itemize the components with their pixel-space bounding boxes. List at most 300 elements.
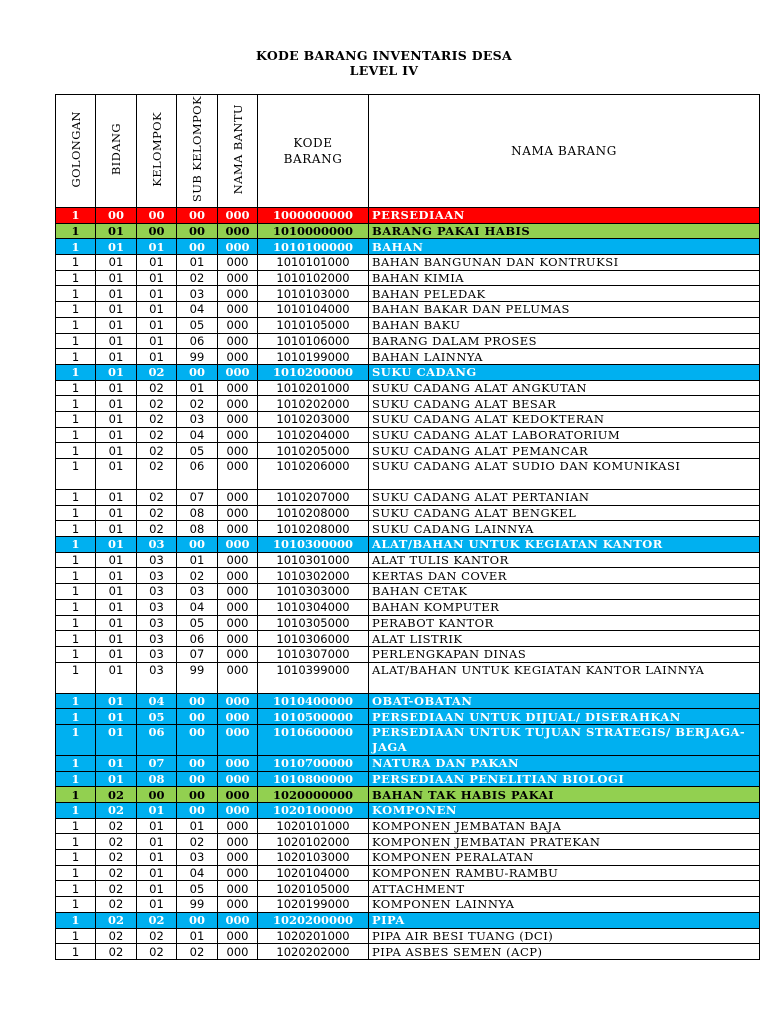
cell-bidang: 01 bbox=[96, 364, 137, 380]
cell-nama-barang: PERSEDIAAN UNTUK DIJUAL/ DISERAHKAN bbox=[369, 709, 760, 725]
cell-golongan: 1 bbox=[56, 411, 96, 427]
cell-sub-kelompok: 05 bbox=[177, 317, 218, 333]
cell-nama-barang: BAHAN CETAK bbox=[369, 584, 760, 600]
table-row bbox=[56, 693, 760, 709]
cell-sub-kelompok: 99 bbox=[177, 349, 218, 365]
cell-kelompok: 01 bbox=[137, 865, 177, 881]
cell-nama-bantu: 000 bbox=[218, 771, 258, 787]
cell-kelompok: 06 bbox=[137, 724, 177, 755]
cell-nama-barang: ALAT LISTRIK bbox=[369, 631, 760, 647]
cell-golongan: 1 bbox=[56, 755, 96, 771]
table-row bbox=[56, 865, 760, 881]
cell-nama-barang: BAHAN PELEDAK bbox=[369, 286, 760, 302]
cell-kelompok: 03 bbox=[137, 615, 177, 631]
cell-golongan: 1 bbox=[56, 490, 96, 506]
cell-kode-barang: 1020202000 bbox=[258, 944, 369, 960]
cell-kode-barang: 1010199000 bbox=[258, 349, 369, 365]
cell-nama-bantu: 000 bbox=[218, 380, 258, 396]
cell-golongan: 1 bbox=[56, 928, 96, 944]
cell-nama-barang: KERTAS DAN COVER bbox=[369, 568, 760, 584]
cell-sub-kelompok: 00 bbox=[177, 208, 218, 224]
cell-nama-barang: SUKU CADANG ALAT KEDOKTERAN bbox=[369, 411, 760, 427]
cell-kode-barang: 1010208000 bbox=[258, 505, 369, 521]
cell-kode-barang: 1010500000 bbox=[258, 709, 369, 725]
cell-nama-barang: SUKU CADANG ALAT PEMANCAR bbox=[369, 443, 760, 459]
cell-nama-barang: PIPA ASBES SEMEN (ACP) bbox=[369, 944, 760, 960]
cell-kelompok: 03 bbox=[137, 568, 177, 584]
cell-golongan: 1 bbox=[56, 834, 96, 850]
cell-kelompok: 03 bbox=[137, 584, 177, 600]
cell-bidang: 01 bbox=[96, 599, 137, 615]
cell-bidang: 02 bbox=[96, 912, 137, 928]
cell-golongan: 1 bbox=[56, 349, 96, 365]
cell-bidang: 01 bbox=[96, 693, 137, 709]
table-row bbox=[56, 584, 760, 600]
cell-kode-barang: 1010208000 bbox=[258, 521, 369, 537]
cell-nama-bantu: 000 bbox=[218, 834, 258, 850]
cell-nama-bantu: 000 bbox=[218, 724, 258, 755]
cell-sub-kelompok: 03 bbox=[177, 286, 218, 302]
cell-sub-kelompok: 03 bbox=[177, 584, 218, 600]
cell-golongan: 1 bbox=[56, 631, 96, 647]
table-row bbox=[56, 333, 760, 349]
table-row bbox=[56, 787, 760, 803]
cell-bidang: 01 bbox=[96, 427, 137, 443]
cell-golongan: 1 bbox=[56, 787, 96, 803]
cell-nama-barang: BARANG PAKAI HABIS bbox=[369, 223, 760, 239]
cell-kelompok: 02 bbox=[137, 490, 177, 506]
header-sub-kelompok: SUB KELOMPOK bbox=[177, 95, 218, 208]
cell-nama-bantu: 000 bbox=[218, 427, 258, 443]
cell-nama-bantu: 000 bbox=[218, 928, 258, 944]
cell-kelompok: 05 bbox=[137, 709, 177, 725]
cell-bidang: 01 bbox=[96, 270, 137, 286]
cell-golongan: 1 bbox=[56, 286, 96, 302]
cell-sub-kelompok: 01 bbox=[177, 928, 218, 944]
cell-sub-kelompok: 05 bbox=[177, 443, 218, 459]
cell-nama-barang: KOMPONEN JEMBATAN PRATEKAN bbox=[369, 834, 760, 850]
cell-nama-bantu: 000 bbox=[218, 521, 258, 537]
cell-golongan: 1 bbox=[56, 646, 96, 662]
cell-sub-kelompok: 06 bbox=[177, 333, 218, 349]
cell-kode-barang: 1010100000 bbox=[258, 239, 369, 255]
cell-nama-bantu: 000 bbox=[218, 208, 258, 224]
cell-nama-barang: SUKU CADANG ALAT ANGKUTAN bbox=[369, 380, 760, 396]
cell-sub-kelompok: 02 bbox=[177, 834, 218, 850]
table-row bbox=[56, 944, 760, 960]
cell-nama-barang: PERSEDIAAN UNTUK TUJUAN STRATEGIS/ BERJAGA-JAGA bbox=[369, 724, 760, 755]
cell-kelompok: 03 bbox=[137, 537, 177, 553]
cell-bidang: 01 bbox=[96, 584, 137, 600]
cell-bidang: 01 bbox=[96, 709, 137, 725]
table-row bbox=[56, 223, 760, 239]
cell-bidang: 02 bbox=[96, 897, 137, 913]
cell-kode-barang: 1010207000 bbox=[258, 490, 369, 506]
cell-sub-kelompok: 08 bbox=[177, 505, 218, 521]
cell-golongan: 1 bbox=[56, 818, 96, 834]
cell-sub-kelompok: 01 bbox=[177, 380, 218, 396]
cell-sub-kelompok: 04 bbox=[177, 599, 218, 615]
cell-sub-kelompok: 04 bbox=[177, 865, 218, 881]
header-nama-bantu: NAMA BANTU bbox=[218, 95, 258, 208]
table-row bbox=[56, 850, 760, 866]
cell-bidang: 02 bbox=[96, 850, 137, 866]
cell-nama-bantu: 000 bbox=[218, 270, 258, 286]
cell-golongan: 1 bbox=[56, 897, 96, 913]
cell-nama-barang: PERSEDIAAN PENELITIAN BIOLOGI bbox=[369, 771, 760, 787]
cell-golongan: 1 bbox=[56, 912, 96, 928]
cell-nama-barang: KOMPONEN bbox=[369, 803, 760, 819]
cell-kode-barang: 1020103000 bbox=[258, 850, 369, 866]
cell-kode-barang: 1000000000 bbox=[258, 208, 369, 224]
cell-sub-kelompok: 03 bbox=[177, 850, 218, 866]
cell-sub-kelompok: 02 bbox=[177, 270, 218, 286]
cell-nama-barang: SUKU CADANG ALAT BENGKEL bbox=[369, 505, 760, 521]
cell-nama-barang: BAHAN TAK HABIS PAKAI bbox=[369, 787, 760, 803]
cell-kode-barang: 1010800000 bbox=[258, 771, 369, 787]
cell-nama-barang: SUKU CADANG LAINNYA bbox=[369, 521, 760, 537]
table-row bbox=[56, 928, 760, 944]
cell-kode-barang: 1010104000 bbox=[258, 302, 369, 318]
table-row bbox=[56, 302, 760, 318]
cell-bidang: 01 bbox=[96, 255, 137, 271]
cell-kode-barang: 1010305000 bbox=[258, 615, 369, 631]
cell-sub-kelompok: 04 bbox=[177, 302, 218, 318]
cell-bidang: 01 bbox=[96, 505, 137, 521]
cell-sub-kelompok: 08 bbox=[177, 521, 218, 537]
cell-nama-barang: ALAT/BAHAN UNTUK KEGIATAN KANTOR LAINNYA bbox=[369, 662, 760, 693]
table-row bbox=[56, 270, 760, 286]
table-row bbox=[56, 599, 760, 615]
cell-sub-kelompok: 00 bbox=[177, 724, 218, 755]
cell-kelompok: 02 bbox=[137, 521, 177, 537]
cell-bidang: 01 bbox=[96, 411, 137, 427]
cell-golongan: 1 bbox=[56, 380, 96, 396]
cell-golongan: 1 bbox=[56, 584, 96, 600]
cell-nama-bantu: 000 bbox=[218, 646, 258, 662]
table-row bbox=[56, 881, 760, 897]
cell-bidang: 01 bbox=[96, 631, 137, 647]
cell-bidang: 01 bbox=[96, 552, 137, 568]
table-row bbox=[56, 568, 760, 584]
document-title: KODE BARANG INVENTARIS DESA bbox=[256, 48, 512, 63]
cell-kelompok: 01 bbox=[137, 239, 177, 255]
cell-nama-bantu: 000 bbox=[218, 755, 258, 771]
cell-nama-barang: BAHAN LAINNYA bbox=[369, 349, 760, 365]
cell-nama-barang: ATTACHMENT bbox=[369, 881, 760, 897]
cell-kelompok: 01 bbox=[137, 255, 177, 271]
cell-nama-bantu: 000 bbox=[218, 615, 258, 631]
cell-sub-kelompok: 02 bbox=[177, 944, 218, 960]
cell-kode-barang: 1010307000 bbox=[258, 646, 369, 662]
cell-sub-kelompok: 06 bbox=[177, 459, 218, 490]
cell-kelompok: 03 bbox=[137, 631, 177, 647]
cell-kode-barang: 1010202000 bbox=[258, 396, 369, 412]
table-row bbox=[56, 427, 760, 443]
cell-golongan: 1 bbox=[56, 459, 96, 490]
cell-kode-barang: 1020201000 bbox=[258, 928, 369, 944]
cell-kelompok: 01 bbox=[137, 881, 177, 897]
table-row bbox=[56, 317, 760, 333]
cell-kode-barang: 1020200000 bbox=[258, 912, 369, 928]
cell-nama-bantu: 000 bbox=[218, 787, 258, 803]
cell-kelompok: 01 bbox=[137, 850, 177, 866]
cell-nama-barang: KOMPONEN LAINNYA bbox=[369, 897, 760, 913]
cell-sub-kelompok: 02 bbox=[177, 568, 218, 584]
cell-sub-kelompok: 00 bbox=[177, 803, 218, 819]
table-row bbox=[56, 443, 760, 459]
cell-kode-barang: 1010204000 bbox=[258, 427, 369, 443]
cell-kelompok: 02 bbox=[137, 944, 177, 960]
cell-golongan: 1 bbox=[56, 850, 96, 866]
table-row bbox=[56, 662, 760, 693]
cell-nama-barang: KOMPONEN RAMBU-RAMBU bbox=[369, 865, 760, 881]
cell-kelompok: 07 bbox=[137, 755, 177, 771]
cell-golongan: 1 bbox=[56, 443, 96, 459]
cell-nama-bantu: 000 bbox=[218, 631, 258, 647]
cell-bidang: 01 bbox=[96, 724, 137, 755]
cell-kelompok: 02 bbox=[137, 912, 177, 928]
cell-nama-bantu: 000 bbox=[218, 662, 258, 693]
cell-kode-barang: 1020104000 bbox=[258, 865, 369, 881]
cell-kode-barang: 1010106000 bbox=[258, 333, 369, 349]
cell-kode-barang: 1010700000 bbox=[258, 755, 369, 771]
cell-kelompok: 04 bbox=[137, 693, 177, 709]
table-row bbox=[56, 897, 760, 913]
cell-nama-barang: PIPA AIR BESI TUANG (DCI) bbox=[369, 928, 760, 944]
cell-golongan: 1 bbox=[56, 615, 96, 631]
cell-nama-barang: BAHAN BAKU bbox=[369, 317, 760, 333]
cell-golongan: 1 bbox=[56, 803, 96, 819]
cell-kode-barang: 1010102000 bbox=[258, 270, 369, 286]
cell-sub-kelompok: 01 bbox=[177, 255, 218, 271]
cell-kode-barang: 1010103000 bbox=[258, 286, 369, 302]
cell-bidang: 01 bbox=[96, 537, 137, 553]
cell-nama-bantu: 000 bbox=[218, 693, 258, 709]
cell-sub-kelompok: 00 bbox=[177, 239, 218, 255]
cell-bidang: 02 bbox=[96, 944, 137, 960]
cell-kelompok: 02 bbox=[137, 396, 177, 412]
cell-nama-bantu: 000 bbox=[218, 505, 258, 521]
cell-kode-barang: 1010600000 bbox=[258, 724, 369, 755]
cell-golongan: 1 bbox=[56, 317, 96, 333]
cell-kelompok: 02 bbox=[137, 459, 177, 490]
cell-kelompok: 08 bbox=[137, 771, 177, 787]
cell-sub-kelompok: 07 bbox=[177, 646, 218, 662]
cell-kelompok: 02 bbox=[137, 411, 177, 427]
cell-nama-bantu: 000 bbox=[218, 709, 258, 725]
cell-nama-barang: BAHAN KIMIA bbox=[369, 270, 760, 286]
cell-kelompok: 01 bbox=[137, 333, 177, 349]
cell-nama-bantu: 000 bbox=[218, 333, 258, 349]
cell-nama-barang: PERLENGKAPAN DINAS bbox=[369, 646, 760, 662]
cell-kode-barang: 1020101000 bbox=[258, 818, 369, 834]
cell-golongan: 1 bbox=[56, 333, 96, 349]
cell-golongan: 1 bbox=[56, 944, 96, 960]
table-row bbox=[56, 912, 760, 928]
cell-nama-bantu: 000 bbox=[218, 803, 258, 819]
cell-kelompok: 00 bbox=[137, 787, 177, 803]
cell-kelompok: 02 bbox=[137, 427, 177, 443]
cell-kode-barang: 1010200000 bbox=[258, 364, 369, 380]
cell-golongan: 1 bbox=[56, 537, 96, 553]
cell-bidang: 02 bbox=[96, 803, 137, 819]
cell-nama-bantu: 000 bbox=[218, 584, 258, 600]
cell-golongan: 1 bbox=[56, 568, 96, 584]
cell-nama-barang: SUKU CADANG ALAT BESAR bbox=[369, 396, 760, 412]
cell-kelompok: 03 bbox=[137, 599, 177, 615]
cell-sub-kelompok: 02 bbox=[177, 396, 218, 412]
cell-bidang: 02 bbox=[96, 834, 137, 850]
cell-golongan: 1 bbox=[56, 709, 96, 725]
cell-nama-barang: BAHAN KOMPUTER bbox=[369, 599, 760, 615]
cell-bidang: 01 bbox=[96, 302, 137, 318]
table-row bbox=[56, 771, 760, 787]
cell-golongan: 1 bbox=[56, 881, 96, 897]
cell-golongan: 1 bbox=[56, 208, 96, 224]
cell-nama-bantu: 000 bbox=[218, 599, 258, 615]
cell-kelompok: 02 bbox=[137, 443, 177, 459]
cell-bidang: 01 bbox=[96, 490, 137, 506]
cell-bidang: 02 bbox=[96, 881, 137, 897]
cell-nama-barang: NATURA DAN PAKAN bbox=[369, 755, 760, 771]
table-row bbox=[56, 380, 760, 396]
cell-bidang: 01 bbox=[96, 568, 137, 584]
cell-kode-barang: 1010101000 bbox=[258, 255, 369, 271]
cell-kode-barang: 1010105000 bbox=[258, 317, 369, 333]
cell-sub-kelompok: 01 bbox=[177, 818, 218, 834]
cell-bidang: 01 bbox=[96, 443, 137, 459]
cell-kelompok: 03 bbox=[137, 552, 177, 568]
table-row bbox=[56, 615, 760, 631]
table-row bbox=[56, 349, 760, 365]
cell-sub-kelompok: 07 bbox=[177, 490, 218, 506]
cell-nama-barang: KOMPONEN JEMBATAN BAJA bbox=[369, 818, 760, 834]
cell-sub-kelompok: 00 bbox=[177, 693, 218, 709]
cell-bidang: 01 bbox=[96, 521, 137, 537]
table-row bbox=[56, 755, 760, 771]
inventory-code-table bbox=[55, 94, 760, 960]
cell-bidang: 01 bbox=[96, 615, 137, 631]
table-row bbox=[56, 834, 760, 850]
cell-kode-barang: 1010302000 bbox=[258, 568, 369, 584]
cell-bidang: 01 bbox=[96, 223, 137, 239]
cell-kelompok: 02 bbox=[137, 364, 177, 380]
cell-sub-kelompok: 05 bbox=[177, 881, 218, 897]
cell-sub-kelompok: 99 bbox=[177, 897, 218, 913]
table-row bbox=[56, 505, 760, 521]
cell-bidang: 01 bbox=[96, 333, 137, 349]
cell-bidang: 01 bbox=[96, 349, 137, 365]
table-row bbox=[56, 286, 760, 302]
cell-sub-kelompok: 03 bbox=[177, 411, 218, 427]
cell-sub-kelompok: 01 bbox=[177, 552, 218, 568]
cell-bidang: 02 bbox=[96, 865, 137, 881]
cell-kelompok: 01 bbox=[137, 270, 177, 286]
cell-bidang: 02 bbox=[96, 787, 137, 803]
cell-nama-bantu: 000 bbox=[218, 865, 258, 881]
cell-bidang: 01 bbox=[96, 380, 137, 396]
cell-kode-barang: 1010303000 bbox=[258, 584, 369, 600]
cell-nama-bantu: 000 bbox=[218, 286, 258, 302]
table-row bbox=[56, 459, 760, 490]
cell-bidang: 01 bbox=[96, 317, 137, 333]
cell-nama-barang: SUKU CADANG ALAT SUDIO DAN KOMUNIKASI bbox=[369, 459, 760, 490]
cell-golongan: 1 bbox=[56, 239, 96, 255]
header-nama-barang: NAMA BARANG bbox=[369, 95, 760, 208]
cell-kode-barang: 1020100000 bbox=[258, 803, 369, 819]
cell-nama-barang: BARANG DALAM PROSES bbox=[369, 333, 760, 349]
cell-golongan: 1 bbox=[56, 223, 96, 239]
cell-kelompok: 01 bbox=[137, 317, 177, 333]
cell-kode-barang: 1010300000 bbox=[258, 537, 369, 553]
cell-bidang: 01 bbox=[96, 239, 137, 255]
cell-sub-kelompok: 99 bbox=[177, 662, 218, 693]
table-row bbox=[56, 709, 760, 725]
cell-kode-barang: 1010205000 bbox=[258, 443, 369, 459]
cell-golongan: 1 bbox=[56, 865, 96, 881]
cell-bidang: 01 bbox=[96, 755, 137, 771]
cell-nama-barang: KOMPONEN PERALATAN bbox=[369, 850, 760, 866]
cell-golongan: 1 bbox=[56, 771, 96, 787]
cell-nama-bantu: 000 bbox=[218, 411, 258, 427]
cell-sub-kelompok: 04 bbox=[177, 427, 218, 443]
cell-nama-barang: PIPA bbox=[369, 912, 760, 928]
cell-golongan: 1 bbox=[56, 302, 96, 318]
cell-nama-barang: ALAT/BAHAN UNTUK KEGIATAN KANTOR bbox=[369, 537, 760, 553]
cell-nama-bantu: 000 bbox=[218, 552, 258, 568]
cell-bidang: 01 bbox=[96, 662, 137, 693]
cell-golongan: 1 bbox=[56, 662, 96, 693]
cell-nama-barang: SUKU CADANG ALAT PERTANIAN bbox=[369, 490, 760, 506]
cell-sub-kelompok: 06 bbox=[177, 631, 218, 647]
cell-nama-bantu: 000 bbox=[218, 912, 258, 928]
table-row bbox=[56, 537, 760, 553]
table-row bbox=[56, 490, 760, 506]
cell-sub-kelompok: 00 bbox=[177, 912, 218, 928]
cell-bidang: 02 bbox=[96, 928, 137, 944]
cell-kode-barang: 1010206000 bbox=[258, 459, 369, 490]
cell-nama-barang: BAHAN BANGUNAN DAN KONTRUKSI bbox=[369, 255, 760, 271]
cell-nama-bantu: 000 bbox=[218, 850, 258, 866]
cell-nama-barang: PERSEDIAAN bbox=[369, 208, 760, 224]
cell-bidang: 01 bbox=[96, 771, 137, 787]
cell-kelompok: 02 bbox=[137, 380, 177, 396]
cell-nama-bantu: 000 bbox=[218, 443, 258, 459]
cell-nama-bantu: 000 bbox=[218, 239, 258, 255]
cell-sub-kelompok: 05 bbox=[177, 615, 218, 631]
cell-golongan: 1 bbox=[56, 364, 96, 380]
cell-bidang: 01 bbox=[96, 396, 137, 412]
cell-golongan: 1 bbox=[56, 693, 96, 709]
cell-kode-barang: 1010306000 bbox=[258, 631, 369, 647]
cell-kelompok: 01 bbox=[137, 286, 177, 302]
cell-kelompok: 00 bbox=[137, 223, 177, 239]
cell-kelompok: 01 bbox=[137, 302, 177, 318]
cell-kelompok: 01 bbox=[137, 897, 177, 913]
cell-kode-barang: 1020000000 bbox=[258, 787, 369, 803]
cell-sub-kelompok: 00 bbox=[177, 364, 218, 380]
cell-sub-kelompok: 00 bbox=[177, 223, 218, 239]
cell-nama-bantu: 000 bbox=[218, 537, 258, 553]
cell-nama-bantu: 000 bbox=[218, 897, 258, 913]
cell-kode-barang: 1010301000 bbox=[258, 552, 369, 568]
table-row bbox=[56, 364, 760, 380]
cell-golongan: 1 bbox=[56, 599, 96, 615]
cell-nama-bantu: 000 bbox=[218, 223, 258, 239]
cell-nama-barang: ALAT TULIS KANTOR bbox=[369, 552, 760, 568]
cell-nama-bantu: 000 bbox=[218, 881, 258, 897]
